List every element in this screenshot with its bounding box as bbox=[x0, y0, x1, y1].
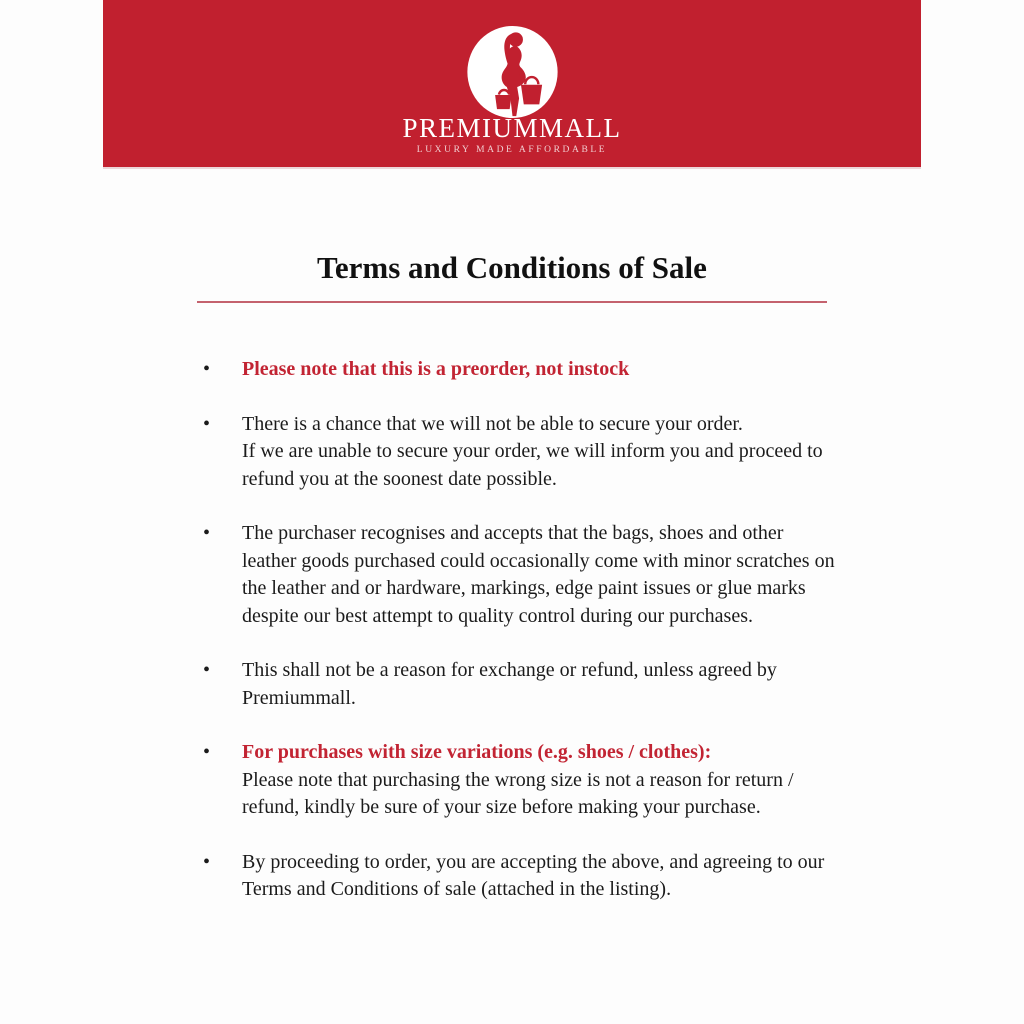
term-line: refund you at the soonest date possible. bbox=[242, 467, 557, 490]
list-item bbox=[203, 520, 1024, 630]
term-line: By proceeding to order, you are accepting the above, and agreeing to our bbox=[242, 850, 825, 873]
bullet-marker: • bbox=[203, 412, 211, 435]
page-title: Terms and Conditions of Sale bbox=[317, 250, 707, 285]
term-line: If we are unable to secure your order, we will inform you and proceed to bbox=[242, 440, 823, 462]
list-item bbox=[203, 849, 1024, 904]
term-line: Please note that purchasing the wrong size is not a reason for return / bbox=[242, 768, 794, 791]
term-line: despite our best attempt to quality control during our purchases. bbox=[242, 604, 753, 627]
term-line: This shall not be a reason for exchange or refund, unless agreed by bbox=[242, 659, 777, 681]
bullet-marker: • bbox=[203, 522, 211, 544]
term-line: Terms and Conditions of sale (attached in the listing). bbox=[242, 878, 672, 900]
term-line: the leather and or hardware, markings, edge paint issues or glue marks bbox=[242, 577, 806, 599]
list-item bbox=[203, 356, 1024, 384]
woman-shopper-logo-icon bbox=[464, 25, 561, 119]
bullet-marker: • bbox=[203, 850, 211, 873]
list-item bbox=[203, 411, 1024, 494]
brand-banner bbox=[103, 0, 921, 169]
term-line: There is a chance that we will not be able to secure your order. bbox=[242, 412, 743, 435]
list-item bbox=[203, 657, 1024, 712]
bullet-marker: • bbox=[203, 659, 211, 681]
term-line: refund, kindly be sure of your size before making your purchase. bbox=[242, 796, 761, 818]
term-line: For purchases with size variations (e.g. shoes / clothes): bbox=[242, 741, 712, 763]
term-line: Premiummall. bbox=[242, 686, 356, 709]
term-line: Please note that this is a preorder, not instock bbox=[242, 358, 630, 380]
title-divider bbox=[197, 301, 827, 303]
term-line: The purchaser recognises and accepts that the bags, shoes and other bbox=[242, 522, 784, 544]
list-item bbox=[203, 739, 1024, 822]
brand-tagline: LUXURY MADE AFFORDABLE bbox=[416, 145, 608, 155]
term-line: leather goods purchased could occasionally come with minor scratches on bbox=[242, 549, 835, 572]
terms-document bbox=[0, 169, 1024, 931]
bullet-marker: • bbox=[203, 358, 211, 380]
terms-list bbox=[203, 356, 1024, 904]
bullet-marker: • bbox=[203, 741, 211, 763]
brand-wordmark: PREMIUMMALL bbox=[402, 113, 622, 143]
